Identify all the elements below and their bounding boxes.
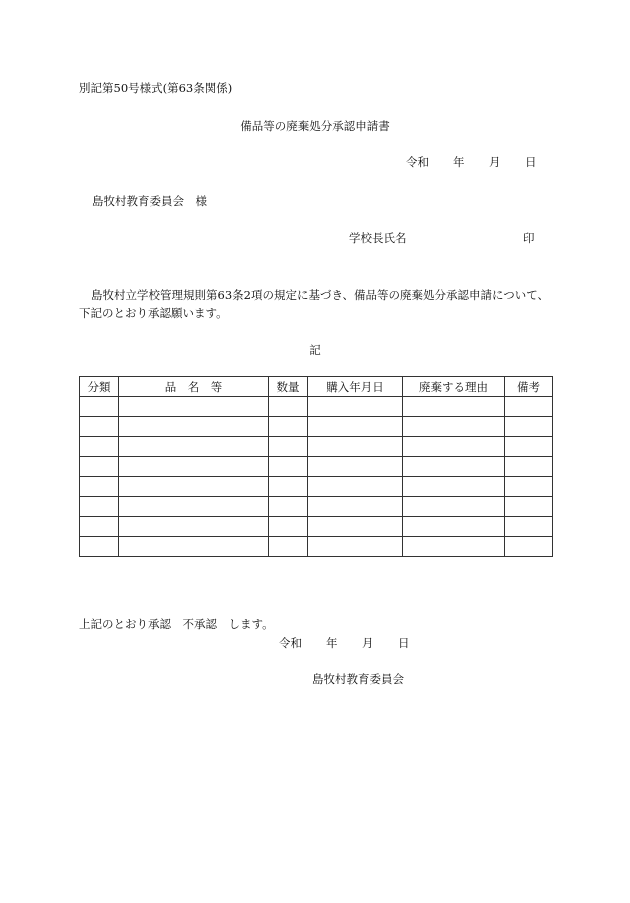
approval-statement: 上記のとおり承認 不承認 します。 <box>79 617 274 631</box>
body-line-2: 下記のとおり承認願います。 <box>79 306 228 320</box>
table-cell <box>308 517 403 537</box>
table-cell <box>403 537 505 557</box>
approval-date <box>279 636 410 650</box>
table-cell <box>505 417 553 437</box>
table-cell <box>119 477 269 497</box>
committee-name: 島牧村教育委員会 <box>312 672 404 686</box>
table-row <box>80 437 553 457</box>
table-cell <box>269 417 308 437</box>
table-cell <box>119 417 269 437</box>
table-cell <box>505 497 553 517</box>
table-body <box>80 397 553 557</box>
table-cell <box>80 457 119 477</box>
footer-date-year: 年 <box>326 636 338 650</box>
table-cell <box>403 497 505 517</box>
form-label: 別記第50号様式(第63条関係) <box>79 81 233 95</box>
table-row <box>80 457 553 477</box>
table-cell <box>119 457 269 477</box>
addressee: 島牧村教育委員会 様 <box>92 194 207 208</box>
table-cell <box>403 397 505 417</box>
header-category: 分類 <box>80 377 119 397</box>
principal-name-label: 学校長氏名 <box>349 231 407 245</box>
table-cell <box>269 517 308 537</box>
table-cell <box>269 497 308 517</box>
table-cell <box>80 497 119 517</box>
table-cell <box>403 437 505 457</box>
table-cell <box>80 517 119 537</box>
table-cell <box>119 437 269 457</box>
header-disposal-reason: 廃棄する理由 <box>403 377 505 397</box>
seal-mark: 印 <box>523 231 535 245</box>
table-cell <box>308 537 403 557</box>
table-cell <box>403 417 505 437</box>
table-cell <box>308 437 403 457</box>
table-cell <box>269 477 308 497</box>
table-cell <box>269 437 308 457</box>
table-cell <box>308 497 403 517</box>
footer-date-era: 令和 <box>279 636 302 650</box>
table-cell <box>119 517 269 537</box>
table-cell <box>80 537 119 557</box>
table-cell <box>505 457 553 477</box>
date-month: 月 <box>489 155 501 169</box>
table-cell <box>269 537 308 557</box>
table-row <box>80 537 553 557</box>
table-cell <box>119 537 269 557</box>
table-cell <box>119 397 269 417</box>
table-cell <box>308 477 403 497</box>
date-year: 年 <box>453 155 465 169</box>
table-header-row <box>80 377 553 397</box>
footer-date-day: 日 <box>398 636 410 650</box>
table-cell <box>308 397 403 417</box>
table-cell <box>80 417 119 437</box>
header-item-name: 品 名 等 <box>119 377 269 397</box>
table-cell <box>269 457 308 477</box>
table-cell <box>80 397 119 417</box>
table-cell <box>80 437 119 457</box>
table-row <box>80 477 553 497</box>
table-row <box>80 497 553 517</box>
table-cell <box>505 477 553 497</box>
table-cell <box>119 497 269 517</box>
table-cell <box>505 537 553 557</box>
table-cell <box>308 457 403 477</box>
table-row <box>80 397 553 417</box>
table-cell <box>505 437 553 457</box>
item-table <box>79 376 553 557</box>
footer-date-month: 月 <box>362 636 374 650</box>
table-cell <box>505 517 553 537</box>
ki-heading: 記 <box>309 343 321 357</box>
table-row <box>80 417 553 437</box>
table-cell <box>80 477 119 497</box>
header-purchase-date: 購入年月日 <box>308 377 403 397</box>
table-cell <box>403 517 505 537</box>
application-date <box>406 155 537 169</box>
table-cell <box>403 477 505 497</box>
header-quantity: 数量 <box>269 377 308 397</box>
date-era: 令和 <box>406 155 429 169</box>
table-cell <box>403 457 505 477</box>
body-line-1: 島牧村立学校管理規則第63条2項の規定に基づき、備品等の廃棄処分承認申請について、 <box>91 288 550 302</box>
table-cell <box>505 397 553 417</box>
table-cell <box>308 417 403 437</box>
table-cell <box>269 397 308 417</box>
table-row <box>80 517 553 537</box>
request-body <box>79 286 553 322</box>
date-day: 日 <box>525 155 537 169</box>
header-remarks: 備考 <box>505 377 553 397</box>
document-title: 備品等の廃棄処分承認申請書 <box>240 119 390 133</box>
